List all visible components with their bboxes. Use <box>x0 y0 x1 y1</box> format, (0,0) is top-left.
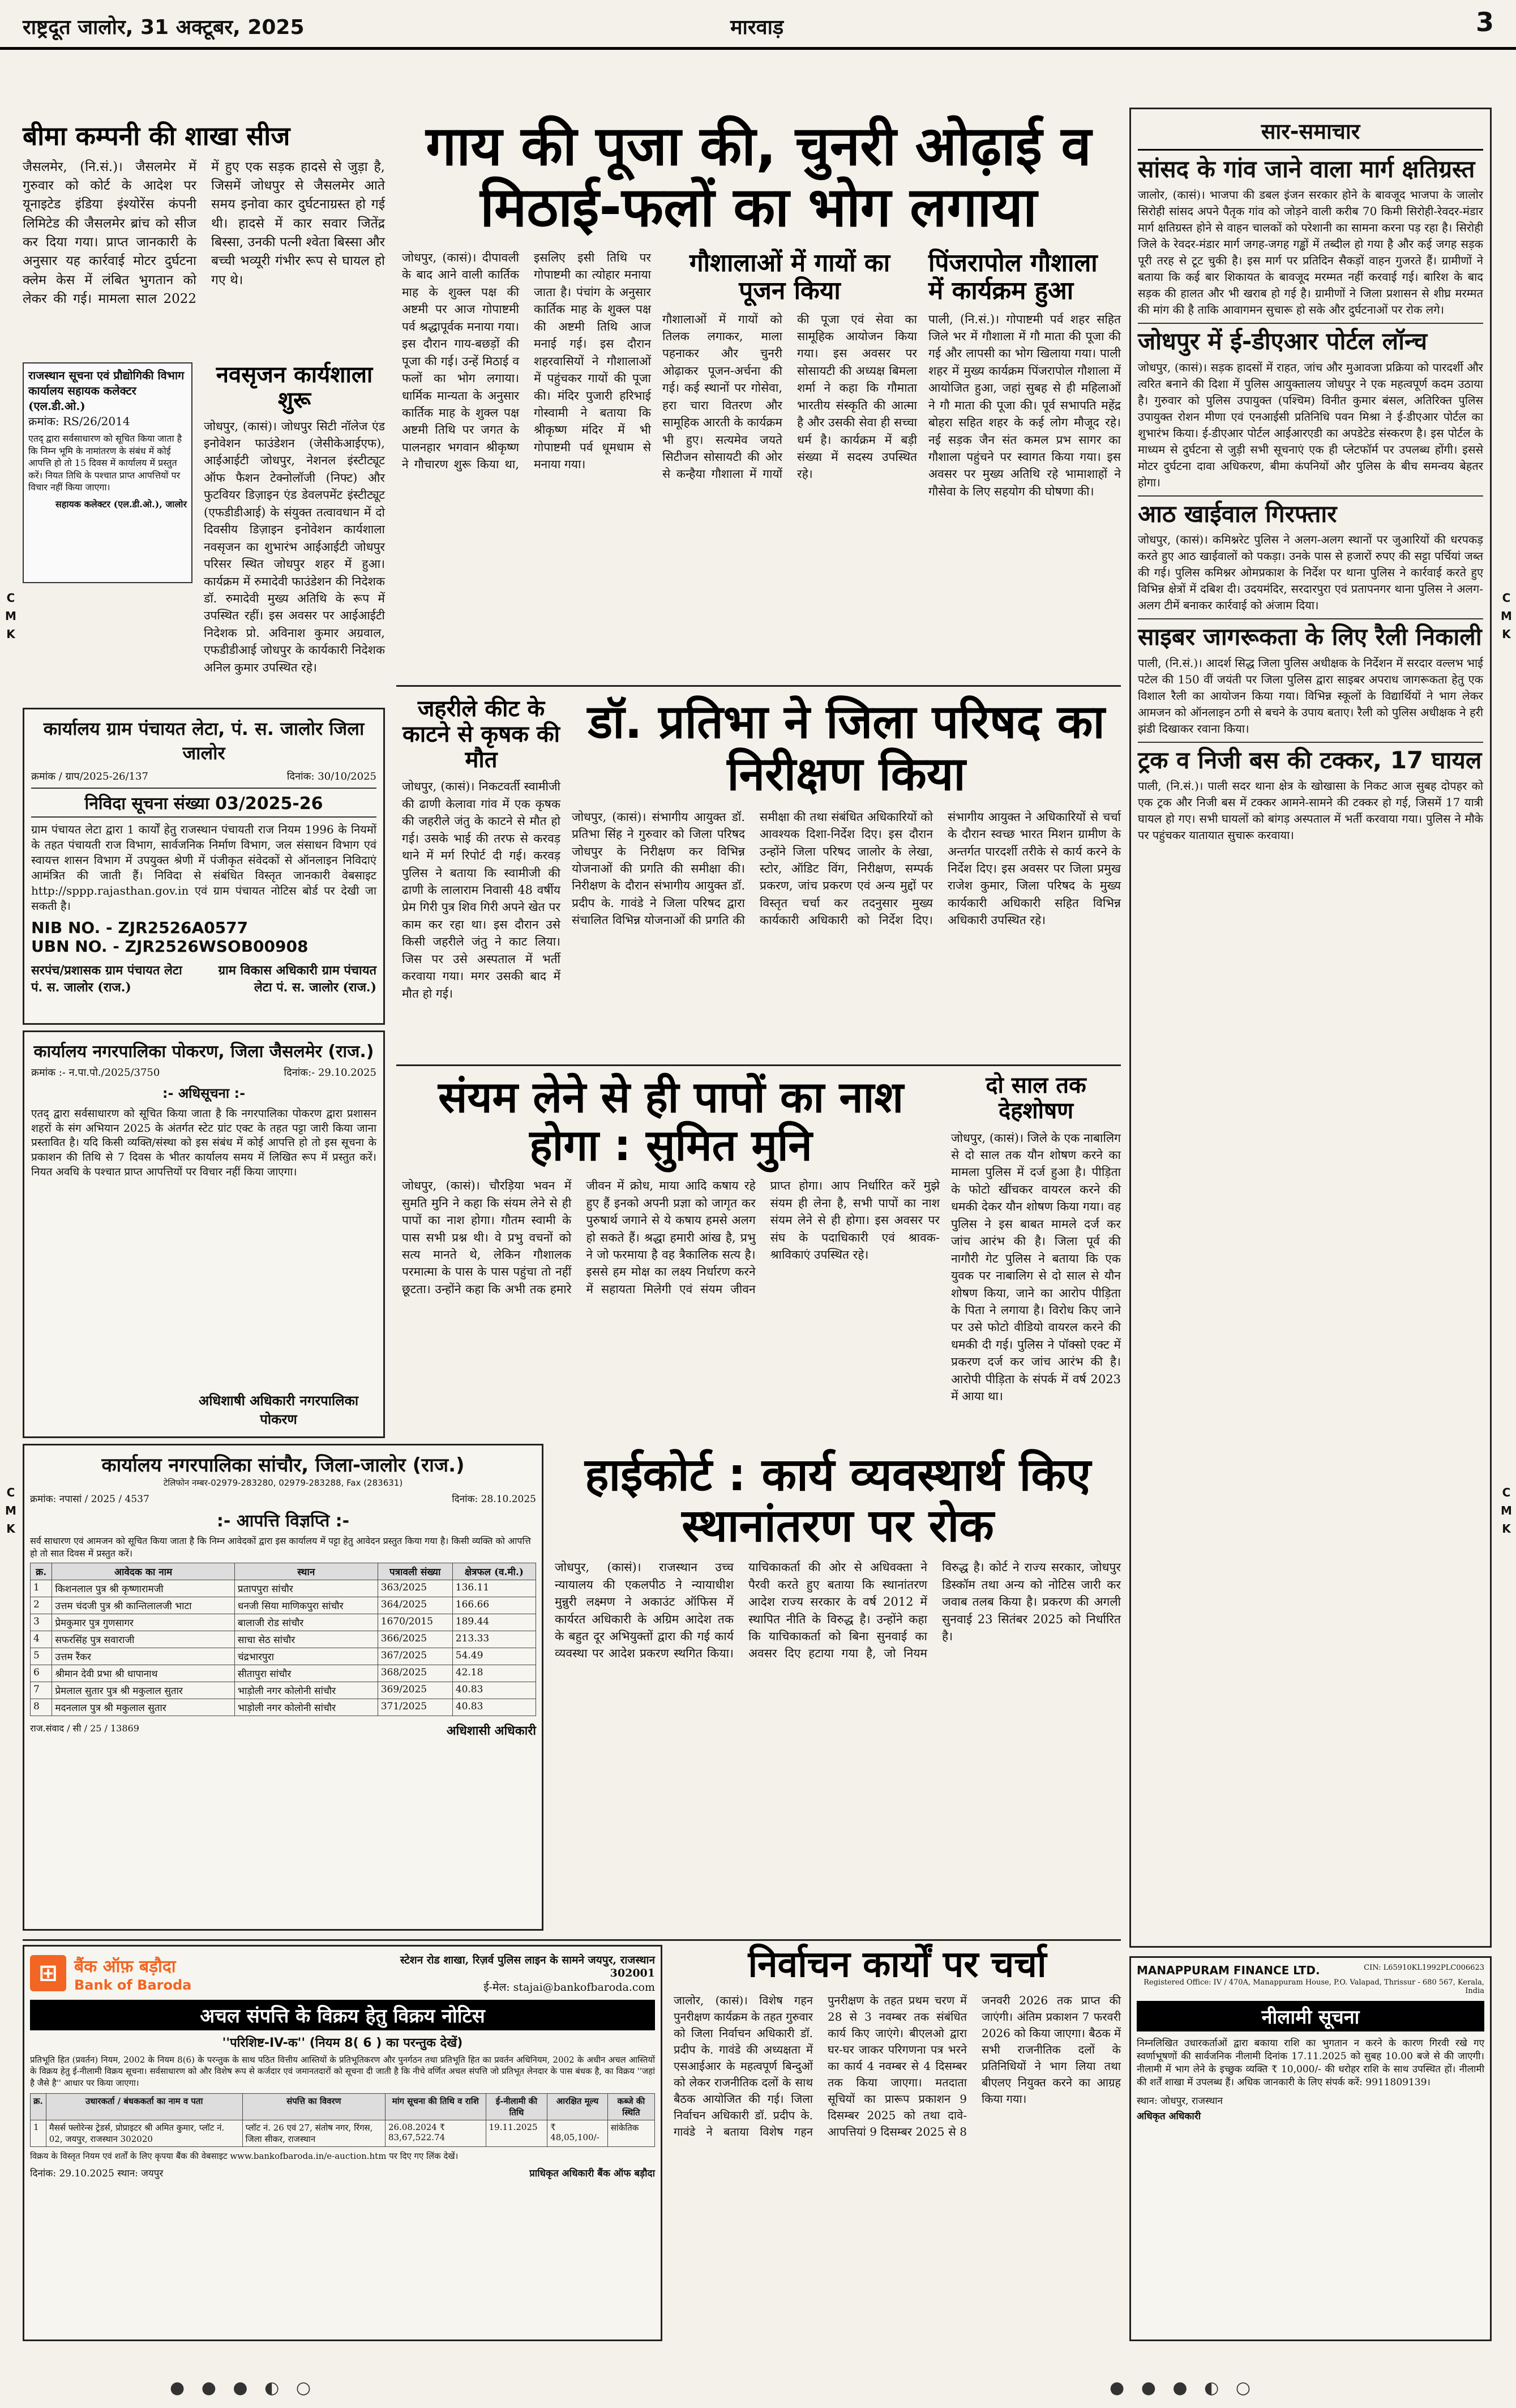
col-header: मांग सूचना की तिथि व राशि <box>385 2093 486 2120</box>
cell: प्रतापपुरा सांचौर <box>234 1580 378 1597</box>
pokaran-title: :- अधिसूचना :- <box>162 1085 246 1101</box>
crime-headline: दो साल तक देहशोषण <box>986 1072 1086 1124</box>
insurance-headline: बीमा कम्पनी की शाखा सीज <box>23 121 290 151</box>
tender-notice <box>23 708 385 1025</box>
sanchore-ro: राज.संवाद / सी / 25 / 13869 <box>30 1723 139 1734</box>
col-header: पत्रावली संख्या <box>378 1563 452 1580</box>
seminar-headline: नवसृजन कार्यशाला शुरू <box>216 362 373 413</box>
cell: 1670/2015 <box>378 1614 452 1631</box>
cell: सांकेतिक <box>607 2120 654 2146</box>
cell: 364/2025 <box>378 1597 452 1614</box>
col-header: उधारकर्ता / बंधककर्ता का नाम व पता <box>46 2093 242 2120</box>
snake-headline: जहरीले कीट के काटने से कृषक की मौत <box>402 696 560 773</box>
cow-article <box>402 249 651 677</box>
tender-title: निविदा सूचना संख्या 03/2025-26 <box>31 788 376 818</box>
bank-notice <box>23 1945 662 2341</box>
cow-body: जोधपुर, (कासं)। दीपावली के बाद आने वाली कार्तिक माह के शुक्ल पक्ष की अष्टमी पर आज गोपाष्टमी पर्व श्रद्धापूर्वक मनाया गया। इस दौरान गाय-बछड़ों की पूजा की गई। उन्हें मिठाई व फलों का भोग लगाया। धार्मिक मान्यता के अनुसार कार्तिक माह के शुक्ल पक्ष अष्टमी तिथि पर जगत के पालनहार भगवान श्रीकृष्ण ने गौचारण शुरू किया था, इसलिए इसी तिथि पर गोपाष्टमी का त्योहार मनाया जाता है। पंचांग के अनुसार कार्तिक माह के शुक्ल पक्ष की अष्टमी तिथि आज मनाई गई। इस दौरान शहरवासियों ने गौशालाओं में पहुंचकर गायों की पूजा की। मंदिर पुजारी हरिभाई गोस्वामी ने बताया कि श्रीकृष्ण मंदिर में भी गोपाष्टमी पर्व धूमधाम से मनाया गया। <box>402 251 651 472</box>
cell: श्रीमान देवी प्रभा श्री धापानाथ <box>52 1665 235 1682</box>
bank-email: ई-मेल: stajai@bankofbaroda.com <box>483 1981 655 1994</box>
snake-article <box>402 696 560 1059</box>
sanchore-contact: टेलिफोन नम्बर-02979-283280, 02979-283288, Fax (283631) <box>163 1478 403 1488</box>
footer-marks-left: ● ● ● ◐ ○ <box>170 2378 317 2398</box>
nirvachan-body: जालोर, (कासं)। विशेष गहन पुनरीक्षण कार्यक्रम के तहत गुरुवार को जिला निर्वाचन अधिकारी डॉ. प्रदीप के. गावंडे की अध्यक्षता में एसआईआर के महत्वपूर्ण बिन्दुओं को लेकर राजनीतिक दलों के साथ बैठक आयोजित की गई। जिला निर्वाचन अधिकारी डॉ. प्रदीप के. गावंडे ने बताया विशेष गहन पुनरीक्षण के तहत प्रथम चरण में 28 से 3 नवम्बर तक संबंधित कार्य किए जाएंगे। बीएलओ द्वारा घर-घर जाकर परिगणना पत्र भरने का कार्य 4 नवम्बर से 4 दिसम्बर तक किया जाएगा। मतदाता सूचियों का प्रारूप प्रकाशन 9 दिसम्बर 2025 को तथा दावे-आपत्तियां 9 दिसम्बर 2025 से 8 जनवरी 2026 तक प्राप्त की जाएंगी। अंतिम प्रकाशन 7 फरवरी 2026 को किया जाएगा। बैठक में सभी राजनीतिक दलों के प्रतिनिधियों ने भाग लिया तथा बीएलए नियुक्त करने का आग्रह किया गया। <box>674 1993 1121 2138</box>
col-header: ई-नीलामी की तिथि <box>486 2093 547 2120</box>
bank-name-en: Bank of Baroda <box>74 1977 192 1993</box>
manappuram-body: निम्नलिखित उधारकर्ताओं द्वारा बकाया राशि का भुगतान न करने के कारण गिरवी रखे गए स्वर्णाभूषणों की सार्वजनिक नीलामी दिनांक 17.11.2025 को सुबह 10.00 बजे से की जाएगी। नीलामी में भाग लेने के इच्छुक व्यक्ति ₹ 10,000/- की धरोहर राशि के साथ उपस्थित हों। नीलामी की शर्तें शाखा में उपलब्ध हैं। अधिक जानकारी के लिए संपर्क करें: 9911809139। <box>1137 2038 1484 2088</box>
footer-marks-right: ● ● ● ◐ ○ <box>1110 2378 1257 2398</box>
bank-body: प्रतिभूति हित (प्रवर्तन) नियम, 2002 के नियम 8(6) के परन्तुक के साथ पठित वित्तीय आस्तियों के प्रतिभूतिकरण और पुनर्गठन तथा प्रतिभूति हित का प्रवर्तन अधिनियम, 2002 के अधीन अचल आस्तियों के विक्रय हेतु ई-नीलामी विक्रय सूचना। सर्वसाधारण को और विशेष रूप से कर्जदार एवं जमानतदारों को सूचना दी जाती है कि नीचे वर्णित अचल संपत्ति जो प्रतिभूत लेनदार के पास बंधक है, का विक्रय ''जहां है जैसे है'' आधार पर किया जाएगा। <box>30 2055 655 2088</box>
registration-mark-right-2: C M K <box>1501 1486 1512 1536</box>
insurance-article <box>23 122 385 360</box>
bank-name-hi: बैंक ऑफ़ बड़ौदा <box>74 1956 176 1977</box>
tender-body: ग्राम पंचायत लेटा द्वारा 1 कार्यों हेतु राजस्थान पंचायती राज नियम 1996 के नियमों के तहत पंचायती राज विभाग, सार्वजनिक निर्माण विभाग, जल संसाधन विभाग एवं स्वायत्त शासन विभाग में उपयुक्त श्रेणी में पंजीकृत संवेदकों से ऑनलाइन निविदाएं आमंत्रित की जाती हैं। निविदा से संबंधित विस्तृत जानकारी वेबसाइट http://sppp.rajasthan.gov.in एवं ग्राम पंचायत नोटिस बोर्ड पर देखी जा सकती है। <box>31 823 376 913</box>
cow-sub-headline: गौशालाओं में गायों का पूजन किया <box>689 249 890 306</box>
pinjrapol-headline: पिंजरापोल गौशाला में कार्यक्रम हुआ <box>928 249 1098 306</box>
cell: बालाजी रोड सांचौर <box>234 1614 378 1631</box>
section-name: मारवाड़ <box>730 16 784 39</box>
cell: 1 <box>31 1580 52 1597</box>
pokaran-notice <box>23 1030 385 1438</box>
cell: 213.33 <box>452 1631 536 1648</box>
table-row <box>31 1597 536 1614</box>
cell: सीतापुरा सांचौर <box>234 1665 378 1682</box>
cell: साचा सेठ सांचौर <box>234 1631 378 1648</box>
road-body: जालोर, (कासं)। भाजपा की डबल इंजन सरकार होने के बावजूद भाजपा के जालोर सिरोही सांसद अपने पैतृक गांव को जोड़ने वाली करीब 70 किमी सिरोही-रेवदर-मंडार मार्ग क्षतिग्रस्त होने से वाहन चालकों को परेशानी का सामना करना पड़ रहा है। सिरोही जिले के रेवदर-मंडार मार्ग जगह-जगह गड्ढों में तब्दील हो गया है और कई जगह सड़क पूरी तरह से टूट चुकी है। इस मार्ग पर प्रतिदिन सैकड़ों वाहन गुजरते हैं। ग्रामीणों ने बताया कि कई बार शिकायत के बावजूद मरम्मत नहीं करवाई गई। बारिश के बाद सड़क की हालत और भी खराब हो गई है। ग्रामीणों ने जिला प्रशासन से शीघ्र मरम्मत की मांग की है ताकि आवागमन सुचारू हो सके और दुर्घटनाओं पर रोक लगे। <box>1138 188 1483 317</box>
sanchore-sign: अधिशासी अधिकारी <box>446 1723 536 1739</box>
bank-place-date: दिनांक: 29.10.2025 स्थान: जयपुर <box>30 2168 164 2179</box>
cell: 8 <box>31 1699 52 1716</box>
seminar-body: जोधपुर, (कासं)। जोधपुर सिटी नॉलेज एंड इनोवेशन फाउंडेशन (जेसीकेआईएफ), आईआईटी जोधपुर, नेशनल इंस्टीट्यूट ऑफ फैशन टेक्नोलॉजी (निफ्ट) और फुटवियर डिज़ाइन एंड डेवलपमेंट इंस्टीट्यूट (एफडीडीआई) के संयुक्त तत्वावधान में दो दिवसीय डिज़ाइन इनोवेशन कार्यशाला नवसृजन का शुभारंभ आईआईटी जोधपुर परिसर स्थित जोधपुर शहर में हुआ। कार्यक्रम में रुमादेवी फाउंडेशन की निदेशक डॉ. रुमादेवी मुख्य अतिथि के रूप में उपस्थित रहीं। इस अवसर पर आईआईटी निदेशक प्रो. अविनाश कुमार अग्रवाल, एफडीडीआई जोधपुर के कार्यकारी निदेशक अनिल कुमार उपस्थित रहे। <box>204 419 385 674</box>
pinjrapol-article <box>928 249 1121 677</box>
cell: मैसर्स फ्लोरेन्स ट्रेडर्स, प्रोप्राइटर श्री अमित कुमार, प्लॉट नं. 02, जयपुर, राजस्थान 302020 <box>46 2120 242 2146</box>
col-header: आरक्षित मूल्य <box>547 2093 608 2120</box>
table-row <box>31 1699 536 1716</box>
cell: 369/2025 <box>378 1682 452 1699</box>
sanyam-headline: संयम लेने से ही पापों का नाश होगा : सुमित मुनि <box>438 1072 904 1171</box>
manappuram-sign: अधिकृत अधिकारी <box>1137 2110 1201 2122</box>
arrest-headline: आठ खाईवाल गिरफ्तार <box>1138 495 1483 528</box>
cell: 189.44 <box>452 1614 536 1631</box>
col-header: कब्जे की स्थिति <box>607 2093 654 2120</box>
cell: भाड़ोली नगर कोलोनी सांचौर <box>234 1682 378 1699</box>
registration-mark-left: C M K <box>5 591 16 641</box>
insurance-body: जैसलमेर, (नि.सं.)। जैसलमेर में गुरुवार को कोर्ट के आदेश पर यूनाइटेड इंडिया इंश्योरेंस कंपनी लिमिटेड की जैसलमेर ब्रांच को सीज कर दिया गया। प्राप्त जानकारी के अनुसार यह कार्रवाई मोटर दुर्घटना क्लेम केस में लंबित भुगतान को लेकर की गई। मामला साल 2022 में हुए एक सड़क हादसे से जुड़ा है, जिसमें जोधपुर से जैसलमेर आते समय इनोवा कार दुर्घटनाग्रस्त हो गई थी। हादसे में कार सवार जितेंद्र बिस्सा, उनकी पत्नी श्वेता बिस्सा और बच्ची भव्यूरी गंभीर रूप से घायल हो गए थे। <box>23 159 385 306</box>
manappuram-name: MANAPPURAM FINANCE LTD. <box>1137 1964 1320 1977</box>
registration-mark-left-2: C M K <box>5 1486 16 1536</box>
pokaran-sign: अधिशाषी अधिकारी नगरपालिका पोकरण <box>198 1393 359 1427</box>
pokaran-ref: क्रमांक :- न.पा.पो./2025/3750 <box>31 1067 160 1079</box>
paper-date: राष्ट्रदूत जालोर, 31 अक्टूबर, 2025 <box>23 16 305 39</box>
tender-sign-left: सरपंच/प्रशासक ग्राम पंचायत लेटा पं. स. जालोर (राज.) <box>31 963 182 995</box>
cell: ₹ 48,05,100/- <box>547 2120 608 2146</box>
cell: 366/2025 <box>378 1631 452 1648</box>
cell: 26.08.2024 ₹ 83,67,522.74 <box>385 2120 486 2146</box>
cell: उत्तम रैंकर <box>52 1648 235 1665</box>
bank-branch: स्टेशन रोड शाखा, रिज़र्व पुलिस लाइन के सामने जयपुर, राजस्थान 302001 <box>400 1954 655 1979</box>
pratibha-headline: डॉ. प्रतिभा ने जिला परिषद का निरीक्षण किया <box>588 695 1105 801</box>
col-header: क्र. <box>31 1563 52 1580</box>
cell: प्लॉट नं. 26 एवं 27, संतोष नगर, रिंगस, जिला सीकर, राजस्थान <box>242 2120 385 2146</box>
notice-line-1: कार्यालय सहायक कलेक्टर (एल.डी.ओ.) <box>28 384 136 413</box>
cell: 4 <box>31 1631 52 1648</box>
cow-headline: गाय की पूजा की, चुनरी ओढ़ाई व मिठाई-फलों का भोग लगाया <box>426 114 1091 239</box>
truck-body: पाली, (नि.सं.)। पाली सदर थाना क्षेत्र के खोखासा के निकट आज सुबह दोपहर को एक ट्रक और निजी बस में टक्कर आमने-सामने की टक्कर हो गई, जिसमें 17 यात्री घायल हो गए। सभी घायलों को बांगड़ अस्पताल में भर्ती करवाया गया। पुलिस ने मौके पर पहुंचकर यातायात सुचारू करवाया। <box>1138 779 1483 842</box>
notice-line-0: राजस्थान सूचना एवं प्रौद्योगिकी विभाग <box>28 369 185 382</box>
cell: 3 <box>31 1614 52 1631</box>
cell: 40.83 <box>452 1699 536 1716</box>
cell: 368/2025 <box>378 1665 452 1682</box>
cell: 6 <box>31 1665 52 1682</box>
bank-title: अचल संपत्ति के विक्रय हेतु विक्रय नोटिस <box>30 2000 655 2030</box>
notice-text: एतद् द्वारा सर्वसाधारण को सूचित किया जाता है कि निम्न भूमि के नामांतरण के संबंध में कोई आपत्ति हो तो 15 दिवस में कार्यालय में प्रस्तुत करें। नियत तिथि के पश्चात प्राप्त आपत्तियों पर विचार नहीं किया जाएगा। <box>28 433 182 493</box>
sanchore-office: कार्यालय नगरपालिका सांचौर, जिला-जालोर (राज.) <box>101 1454 465 1477</box>
tender-ubn: UBN NO. - ZJR2526WSOB00908 <box>31 937 309 956</box>
cell: भाड़ोली नगर कोलोनी सांचौर <box>234 1699 378 1716</box>
cell: उत्तम चंदजी पुत्र श्री कान्तिलालजी भाटा <box>52 1597 235 1614</box>
truck-headline: ट्रक व निजी बस की टक्कर, 17 घायल <box>1138 742 1483 775</box>
crime-body: जोधपुर, (कासं)। जिले के एक नाबालिग से दो साल तक यौन शोषण करने का मामला पुलिस में दर्ज हुआ है। पीड़िता के फोटो खींचकर वायरल करने की धमकी देकर यौन शोषण किया गया। वह पुलिस ने इस बाबत मामले दर्ज कर जांच आरंभ की है। जिला पूर्व की नागौरी गेट पुलिस ने बताया कि एक युवक पर नाबालिग से दो साल से यौन शोषण किया, जाने का आरोप पीड़िता के पिता ने लगाया है। विरोध किए जाने पर उसे फोटो वीडियो वायरल करने की धमकी दी गई। पुलिस ने पॉक्सो एक्ट में प्रकरण दर्ज कर जांच आरंभ की है। आरोपी पीड़िता के संपर्क में वर्ष 2023 में आया था। <box>951 1131 1121 1404</box>
cell: 7 <box>31 1682 52 1699</box>
cell: धनजी सिया माणिकपुरा सांचौर <box>234 1597 378 1614</box>
snake-body: जोधपुर, (कासं)। निकटवर्ती स्वामीजी की ढाणी केलावा गांव में एक कृषक की जहरीले जंतु के काटने से मौत हो गई। उसके भाई की तरफ से करवड़ थाने में मर्ग रिपोर्ट दी गई। करवड़ पुलिस ने बताया कि स्वामीजी की ढाणी के लालाराम निवासी 48 वर्षीय प्रेम गिरी पुत्र शिव गिरी अपने खेत पर काम कर रहा था। इस दौरान उसे किसी जहरीले जंतु ने काट लिया। जिस पर उसे अस्पताल में भर्ती करवाया गया। मगर उसकी बाद में मौत हो गई। <box>402 780 560 1000</box>
highcourt-article <box>555 1449 1121 1931</box>
sanchore-title: :- आपत्ति विज्ञप्ति :- <box>216 1511 350 1531</box>
sanchore-table <box>30 1563 536 1716</box>
cell: 42.18 <box>452 1665 536 1682</box>
tender-ref: क्रमांक / ग्राप/2025-26/137 <box>31 771 148 782</box>
masthead-bar <box>0 0 1516 50</box>
nirvachan-article <box>674 1945 1121 2341</box>
col-header: आवेदक का नाम <box>52 1563 235 1580</box>
tender-sign-right: ग्राम विकास अधिकारी ग्राम पंचायत लेटा पं. स. जालोर (राज.) <box>218 963 376 995</box>
sanchore-ref: क्रमांक: नपासां / 2025 / 4537 <box>30 1494 149 1505</box>
cow-sub-article <box>662 249 917 677</box>
pokaran-body: एतद् द्वारा सर्वसाधारण को सूचित किया जाता है कि नगरपालिका पोकरण द्वारा प्रशासन शहरों के संग अभियान 2025 के अंतर्गत स्टेट ग्रांट एक्ट के तहत पट्टा जारी किया जाना प्रस्तावित है। यदि किसी व्यक्ति/संस्था को इस संबंध में कोई आपत्ति हो तो इस सूचना के प्रकाशन की तिथि से 7 दिवस के भीतर कार्यालय समय में लिखित रूप में प्रस्तुत करें। नियत अवधि के पश्चात प्राप्त आपत्तियों पर विचार नहीं किया जाएगा। <box>31 1107 376 1178</box>
cell: 19.11.2025 <box>486 2120 547 2146</box>
nirvachan-headline: निर्वाचन कार्यों पर चर्चा <box>748 1944 1047 1986</box>
bank-table <box>30 2093 655 2147</box>
tender-date: दिनांक: 30/10/2025 <box>286 771 376 782</box>
cyber-headline: साइबर जागरूकता के लिए रैली निकाली <box>1138 618 1483 651</box>
cell: मदनलाल पुत्र श्री मकुलाल सुतार <box>52 1699 235 1716</box>
sanchore-notice <box>23 1444 543 1931</box>
sanyam-body: जोधपुर, (कासं)। चौरड़िया भवन में सुमति मुनि ने कहा कि संयम लेने से ही पापों का नाश होगा। गौतम स्वामी के पास सभी प्रश्न थी। वे प्रभु वचनों को सत्य मानते थे, लेकिन गौशालक परमात्मा के पास के पास पहुंचा तो नहीं छूटता। उन्होंने कहा कि अभी तक हमारे जीवन में क्रोध, माया आदि कषाय रहे हुए हैं इनको अपनी प्रज्ञा को जागृत कर पुरुषार्थ जगाने से ये कषाय हमसे अलग हो सकते हैं। श्रद्धा हमारी आंख है, प्रभु ने जो फरमाया है वह त्रैकालिक सत्य है। इससे हम मोक्ष का लक्ष्य निर्धारण करने में सहायता मिलेगी एवं संयम जीवन प्राप्त होगा। आप निर्धारित करें मुझे संयम ही लेना है, सभी पापों का नाश संयम लेने से ही होगा। इस अवसर पर संघ के पदाधिकारी एवं श्रावक-श्राविकाएं उपस्थित रहे। <box>402 1179 940 1296</box>
manappuram-title: नीलामी सूचना <box>1137 2001 1484 2031</box>
page-number: 3 <box>1475 7 1494 37</box>
table-row <box>31 1580 536 1597</box>
road-headline: सांसद के गांव जाने वाला मार्ग क्षतिग्रस्त <box>1138 155 1475 183</box>
manappuram-addr: Registered Office: IV / 470A, Manappuram House, P.O. Valapad, Thrissur - 680 567, Kerala, India <box>1144 1978 1484 1995</box>
seminar-article <box>23 362 385 674</box>
cow-sub-body: गौशालाओं में गायों को तिलक लगाकर, माला पहनाकर और चुनरी ओढ़ाकर पूजन-अर्चना की गई। कई स्थानों पर गोसेवा, हरा चारा वितरण और सामूहिक आरती के कार्यक्रम भी हुए। सत्यमेव जयते सिटीजन सोसायटी की ओर से कन्हैया गौशाला में गायों की पूजा एवं सेवा का सामूहिक आयोजन किया गया। इस अवसर पर सोसायटी की अध्यक्ष बिमला शर्मा ने कहा कि गौमाता भारतीय संस्कृति की आत्मा है और उसकी सेवा ही सच्चा धर्म है। कार्यक्रम में बड़ी संख्या में सदस्य उपस्थित रहे। <box>662 312 917 481</box>
notice-sign: सहायक कलेक्टर (एल.डी.ओ.), जालोर <box>55 498 187 510</box>
table-row <box>31 1648 536 1665</box>
registration-mark-right: C M K <box>1501 591 1512 641</box>
table-row <box>31 1682 536 1699</box>
notice-box <box>23 362 192 583</box>
crime-article <box>951 1073 1121 1441</box>
manappuram-notice <box>1129 1956 1492 2341</box>
portal-body: जोधपुर, (कासं)। सड़क हादसों में राहत, जांच और मुआवजा प्रक्रिया को पारदर्शी और त्वरित बनाने की दिशा में पुलिस आयुक्तालय जोधपुर ने एक महत्वपूर्ण कदम उठाया है। गुरुवार को पुलिस उपायुक्त (पश्चिम) विनीत कुमार बंसल, अतिरिक्त पुलिस उपायुक्त रोशन मीणा एवं एनआईसी प्रतिनिधि पवन मिश्रा ने ई-डीएआर पोर्टल का शुभारंभ किया। ई-डीएआर पोर्टल आईआरएडी का अपडेटेड संस्करण है। इस पोर्टल के माध्यम से दुर्घटना से जुड़ी सभी सूचनाएं एक ही प्लेटफॉर्म पर उपलब्ध होंगी। इससे मोटर दुर्घटना दावा अधिकरण, बीमा कंपनियों और पुलिस के बीच समन्वय बेहतर होगा। <box>1138 360 1483 489</box>
col-header: क्षेत्रफल (व.मी.) <box>452 1563 536 1580</box>
tender-office: कार्यालय ग्राम पंचायत लेटा, पं. स. जालोर जिला जालोर <box>43 718 365 764</box>
cell: सफरसिंह पुत्र सवाराजी <box>52 1631 235 1648</box>
cell: 371/2025 <box>378 1699 452 1716</box>
cyber-body: पाली, (नि.सं.)। आदर्श सिद्ध जिला पुलिस अधीक्षक के निर्देशन में सरदार वल्लभ भाई पटेल की 150 वीं जयंती पर जिला पुलिस द्वारा साइबर अपराध जागरूकता हेतु एक विशाल रैली का आयोजन किया गया। विभिन्न स्कूलों के विद्यार्थियों ने भाग लेकर आमजन को ऑनलाइन ठगी से बचने के उपाय बताए। रैली को पुलिस अधीक्षक ने हरी झंडी दिखाकर रवाना किया। <box>1138 656 1483 735</box>
portal-headline: जोधपुर में ई-डीएआर पोर्टल लॉन्च <box>1138 323 1483 356</box>
cell: 367/2025 <box>378 1648 452 1665</box>
pratibha-article <box>572 696 1121 1059</box>
table-row <box>31 1631 536 1648</box>
tender-nib: NIB NO. - ZJR2526A0577 <box>31 918 249 937</box>
cell: 5 <box>31 1648 52 1665</box>
cell: 363/2025 <box>378 1580 452 1597</box>
cell: 2 <box>31 1597 52 1614</box>
arrest-body: जोधपुर, (कासं)। कमिश्नरेट पुलिस ने अलग-अलग स्थानों पर जुआरियों की धरपकड़ करते हुए आठ खाईवालों को पकड़ा। उनके पास से हजारों रुपए की सट्टा पर्चियां जब्त की गई। पुलिस कमिश्नर ओमप्रकाश के निर्देश पर थाना पुलिस ने कार्रवाई करते हुए विभिन्न क्षेत्रों में दबिश दी। उदयमंदिर, सरदारपुरा एवं प्रतापनगर थाना पुलिस ने अलग-अलग टीमें बनाकर कार्रवाई को अंजाम दिया। <box>1138 533 1483 613</box>
bank-sign: प्राधिकृत अधिकारी बैंक ऑफ बड़ौदा <box>529 2168 655 2179</box>
cell: 1 <box>31 2120 46 2146</box>
notice-line-2: क्रमांक: RS/26/2014 <box>28 414 130 428</box>
col-header: स्थान <box>234 1563 378 1580</box>
highcourt-headline: हाईकोर्ट : कार्य व्यवस्थार्थ किए स्थानांतरण पर रोक <box>584 1448 1091 1552</box>
sidebar-tag: सार-समाचार <box>1138 116 1483 151</box>
cell: 54.49 <box>452 1648 536 1665</box>
manappuram-place: स्थान: जोधपुर, राजस्थान <box>1137 2095 1223 2107</box>
sanchore-date: दिनांक: 28.10.2025 <box>452 1494 536 1505</box>
cell: 166.66 <box>452 1597 536 1614</box>
table-row <box>31 1614 536 1631</box>
table-row <box>31 2120 655 2146</box>
cell: प्रेमकुमार पुत्र गुणसागर <box>52 1614 235 1631</box>
cell: किशनलाल पुत्र श्री कृष्णारामजी <box>52 1580 235 1597</box>
pokaran-office: कार्यालय नगरपालिका पोकरण, जिला जैसलमेर (राज.) <box>33 1042 374 1062</box>
col-header: संपत्ति का विवरण <box>242 2093 385 2120</box>
bank-logo-icon: ⊞ <box>30 1955 66 1991</box>
manappuram-cin: CIN: L65910KL1992PLC006623 <box>1364 1964 1484 1972</box>
cell: चंद्रभारपुरा <box>234 1648 378 1665</box>
sanchore-intro: सर्व साधारण एवं आमजन को सूचित किया जाता है कि निम्न आवेदकों द्वारा इस कार्यालय में पट्टा हेतु आवेदन प्रस्तुत किया गया है। किसी व्यक्ति को आपत्ति हो तो सात दिवस में प्रस्तुत करें। <box>30 1536 531 1559</box>
pratibha-body: जोधपुर, (कासं)। संभागीय आयुक्त डॉ. प्रतिभा सिंह ने गुरुवार को जिला परिषद जोधपुर के निरीक्षण कर विभिन्न योजनाओं की प्रगति की समीक्षा की। निरीक्षण के दौरान संभागीय आयुक्त डॉ. प्रदीप के. गावंडे ने जिला परिषद द्वारा संचालित विभिन्न योजनाओं की प्रगति की समीक्षा की तथा संबंधित अधिकारियों को आवश्यक दिशा-निर्देश दिए। इस दौरान उन्होंने जिला परिषद जालोर के लेखा, स्टोर, ऑडिट विंग, निरीक्षण, सम्पर्क प्रकरण, जांच प्रकरण एवं अन्य मुद्दों पर विस्तृत चर्चा कर तदनुसार मुख्य कार्यकारी अधिकारी को निर्देश दिए। संभागीय आयुक्त ने अधिकारियों से चर्चा के दौरान स्वच्छ भारत मिशन ग्रामीण के अन्तर्गत पारदर्शी तरीके से कार्य करने के निर्देश दिए। इस अवसर पर जिला प्रमुख राजेश कुमार, जिला परिषद के मुख्य कार्यकारी अधिकारी सहित विभिन्न अधिकारी उपस्थित रहे। <box>572 810 1121 927</box>
highcourt-body: जोधपुर, (कासं)। राजस्थान उच्च न्यायालय की एकलपीठ ने न्यायाधीश मुन्नुरी लक्ष्मण ने अकाउंट ऑफिस में कार्यरत अधिकारी के अग्रिम आदेश तक के बहुत दूर अभियुक्तों द्वारा की गई कार्य व्यवस्था पर आदेश प्रकरण स्थगित किया। याचिकाकर्ता की ओर से अधिवक्ता ने पैरवी करते हुए बताया कि स्थानांतरण आदेश राज्य सरकार के वर्ष 2012 में स्थापित नीति के विरुद्ध है। उन्होंने कहा कि याचिकाकर्ता को बिना सुनवाई का अवसर दिए हटाया गया है, जो नियम विरुद्ध है। कोर्ट ने राज्य सरकार, जोधपुर डिस्कॉम तथा अन्य को नोटिस जारी कर जवाब तलब किया है। प्रकरण की अगली सुनवाई 23 सितंबर 2025 को निर्धारित है। <box>555 1560 1121 1661</box>
cell: 40.83 <box>452 1682 536 1699</box>
cell: प्रेमलाल सुतार पुत्र श्री मकुलाल सुतार <box>52 1682 235 1699</box>
cell: 136.11 <box>452 1580 536 1597</box>
sidebar <box>1129 108 1492 1948</box>
table-row <box>31 1665 536 1682</box>
pokaran-date: दिनांक:- 29.10.2025 <box>284 1067 376 1079</box>
col-header: क्र. <box>31 2093 46 2120</box>
bank-subtitle: ''परिशिष्ट-IV-क'' (नियम 8( 6 ) का परन्तुक देखें) <box>222 2036 463 2050</box>
bank-footer: विक्रय के विस्तृत नियम एवं शर्तों के लिए कृपया बैंक की वेबसाइट www.bankofbaroda.in/e-auction.htm पर दिए गए लिंक देखें। <box>30 2150 459 2161</box>
pinjrapol-body: पाली, (नि.सं.)। गोपाष्टमी पर्व शहर सहित जिले भर में गौशाला में गौ माता की पूजा की गई और लापसी का भोग खिलाया गया। पाली शहर में मुख्य कार्यक्रम पिंजरापोल गौशाला में आयोजित हुआ, जहां सुबह से ही महिलाओं ने गौ माता की पूजा की। पूर्व सभापति महेंद्र बोहरा सहित शहर के कई लोग मौजूद रहे। नई सड़क जैन संत कमल प्रभ सागर का गौशाला पहुंचने पर स्वागत किया गया। इस अवसर पर मुख्य अतिथि रहे भामाशाहों ने गौसेवा के लिए सहयोग की घोषणा की। <box>928 312 1121 498</box>
sanyam-article <box>402 1073 940 1441</box>
